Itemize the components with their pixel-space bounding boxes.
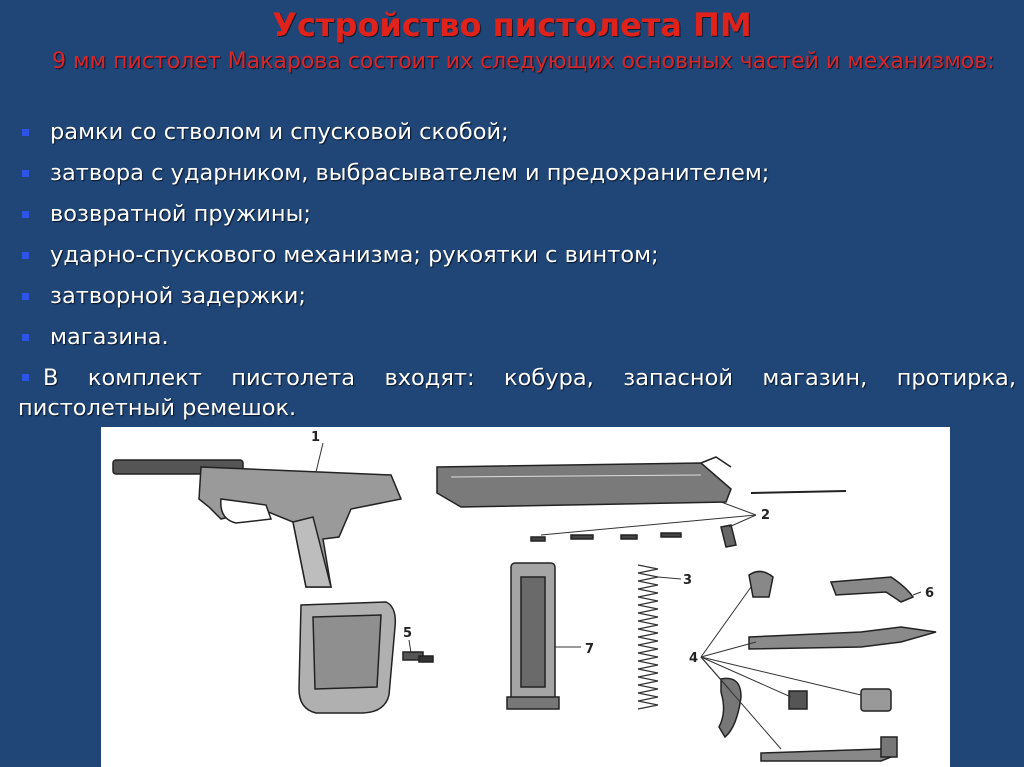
part-label-6: 6 <box>925 586 935 601</box>
kit-item <box>18 363 1016 423</box>
bullet-square-icon <box>22 170 29 177</box>
list-item <box>18 117 1016 158</box>
list-item <box>18 240 1016 281</box>
bullet-square-icon <box>22 252 29 259</box>
pistol-parts-diagram <box>101 427 950 767</box>
grip-panel-drawing <box>299 602 433 713</box>
part-label-7: 7 <box>585 642 595 657</box>
list-item-text: магазина. <box>50 324 169 350</box>
list-item <box>18 199 1016 240</box>
list-item-text: возвратной пружины; <box>50 201 311 227</box>
list-item-text: ударно-спускового механизма; рукоятки с винтом; <box>50 242 659 268</box>
list-item <box>18 281 1016 322</box>
kit-text: В комплект пистолета входят: кобура, запасной магазин, протирка, пистолетный ремешок. <box>18 365 1016 421</box>
slide-title: Устройство пистолета ПМ <box>272 6 752 44</box>
part-label-2: 2 <box>761 508 771 523</box>
bullet-square-icon <box>22 374 29 381</box>
magazine-drawing <box>507 563 559 709</box>
list-item-text: затвора с ударником, выбрасывателем и предохранителем; <box>50 160 770 186</box>
part-label-5: 5 <box>403 626 413 641</box>
intro-paragraph: 9 мм пистолет Макарова состоит их следующих основных частей и механизмов: <box>52 49 995 74</box>
list-item-text: рамки со стволом и спусковой скобой; <box>50 119 509 145</box>
bullet-square-icon <box>22 211 29 218</box>
slide-stop-drawing <box>831 577 913 602</box>
part-label-1: 1 <box>311 430 321 445</box>
bullet-square-icon <box>22 293 29 300</box>
list-item <box>18 322 1016 363</box>
list-item-text: затворной задержки; <box>50 283 306 309</box>
parts-list <box>18 117 1016 423</box>
bullet-square-icon <box>22 129 29 136</box>
part-label-4: 4 <box>689 651 699 666</box>
frame-with-barrel-drawing <box>113 460 401 587</box>
recoil-spring-drawing <box>638 565 658 709</box>
bullet-square-icon <box>22 334 29 341</box>
list-item <box>18 158 1016 199</box>
pistol-parts-svg <box>101 427 950 767</box>
part-label-3: 3 <box>683 573 693 588</box>
slide-drawing <box>437 457 731 507</box>
